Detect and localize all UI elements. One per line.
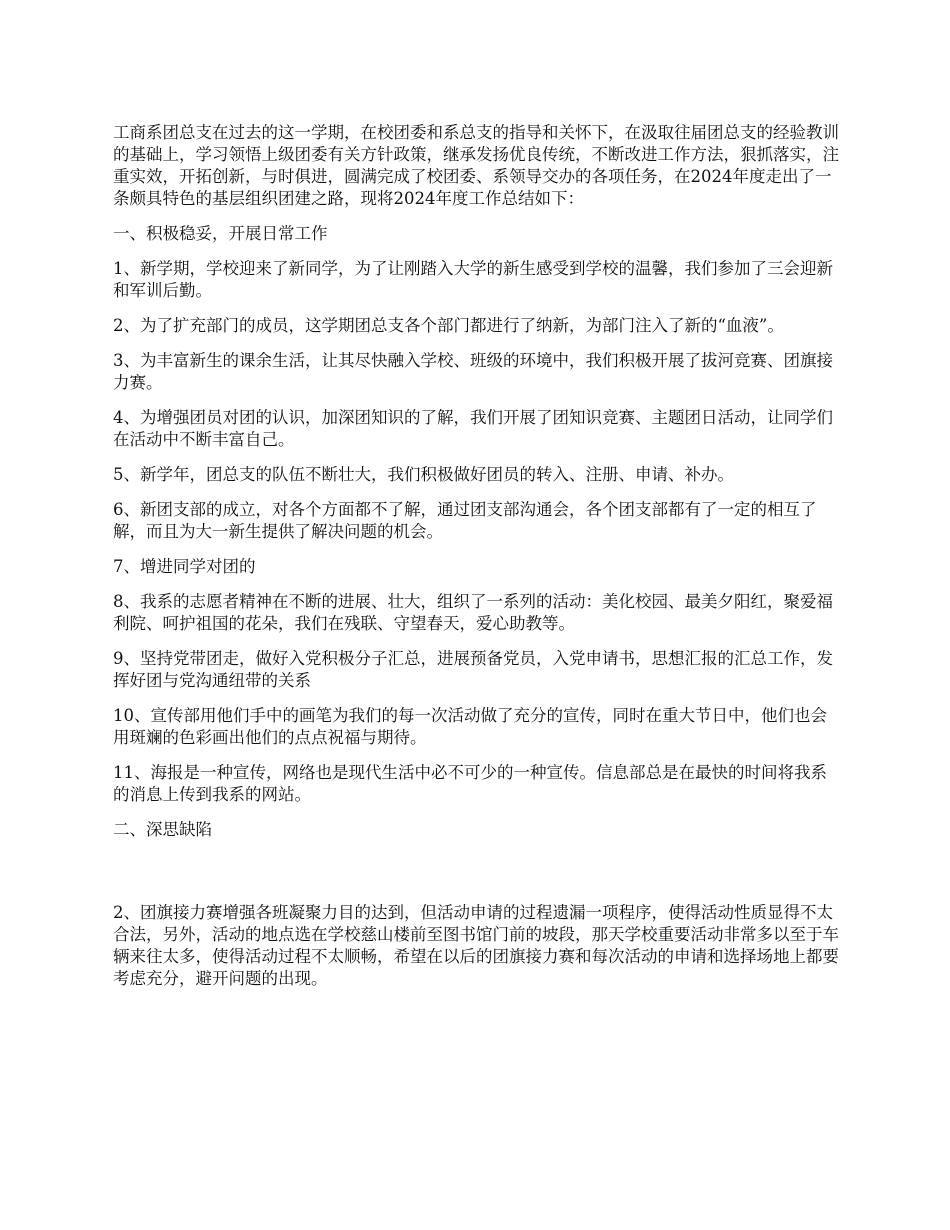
- list-item: 3、为丰富新生的课余生活，让其尽快融入学校、班级的环境中，我们积极开展了拔河竞赛、团旗接力赛。: [113, 351, 833, 392]
- section-heading-daily-work: 一、积极稳妥，开展日常工作: [113, 224, 328, 243]
- reflection-item: 2、团旗接力赛增强各班凝聚力目的达到，但活动申请的过程遗漏一项程序，使得活动性质显得不太合法，另外，活动的地点选在学校慈山楼前至图书馆门前的坡段，那天学校重要活动非常多以至于车辆来往太多，使得活动过程不太顺畅，希望在以后的团旗接力赛和每次活动的申请和选择场地上都要考虑充分，避开问题的出现。: [113, 903, 839, 988]
- list-item: 6、新团支部的成立，对各个方面都不了解，通过团支部沟通会，各个团支部都有了一定的相互了解，而且为大一新生提供了解决问题的机会。: [113, 500, 817, 541]
- list-item: 4、为增强团员对团的认识，加深团知识的了解，我们开展了团知识竞赛、主题团日活动，让同学们在活动中不断丰富自己。: [113, 408, 833, 449]
- list-item: 8、我系的志愿者精神在不断的进展、壮大，组织了一系列的活动：美化校园、最美夕阳红，聚爱福利院、呵护祖国的花朵，我们在残联、守望春天，爱心助教等。: [113, 592, 833, 633]
- list-item: 9、坚持党带团走，做好入党积极分子汇总，进展预备党员，入党申请书，思想汇报的汇总工作，发挥好团与党沟通纽带的关系: [113, 649, 833, 690]
- list-item: 1、新学期，学校迎来了新同学，为了让刚踏入大学的新生感受到学校的温馨，我们参加了三会迎新和军训后勤。: [113, 259, 833, 300]
- list-item: 10、宣传部用他们手中的画笔为我们的每一次活动做了充分的宣传，同时在重大节日中，他们也会用斑斓的色彩画出他们的点点祝福与期待。: [113, 706, 827, 747]
- list-item: 5、新学年，团总支的队伍不断壮大，我们积极做好团员的转入、注册、申请、补办。: [113, 465, 734, 484]
- blank-gap: [113, 854, 840, 902]
- list-item: 7、增进同学对团的: [113, 557, 256, 576]
- document-body: [113, 122, 840, 1003]
- intro-paragraph: 工商系团总支在过去的这一学期，在校团委和系总支的指导和关怀下，在汲取往届团总支的经验教训的基础上，学习领悟上级团委有关方针政策，继承发扬优良传统，不断改进工作方法，狠抓落实，注重实效，开拓创新，与时俱进，圆满完成了校团委、系领导交办的各项任务，在2024年度走出了一条颇具特色的基层组织团建之路，现将2024年度工作总结如下：: [113, 123, 839, 208]
- list-item: 2、为了扩充部门的成员，这学期团总支各个部门都进行了纳新，为部门注入了新的“血液”。: [113, 316, 784, 335]
- list-item: 11、海报是一种宣传，网络也是现代生活中必不可少的一种宣传。信息部总是在最快的时间将我系的消息上传到我系的网站。: [113, 763, 827, 804]
- section-heading-reflection: 二、深思缺陷: [113, 820, 212, 839]
